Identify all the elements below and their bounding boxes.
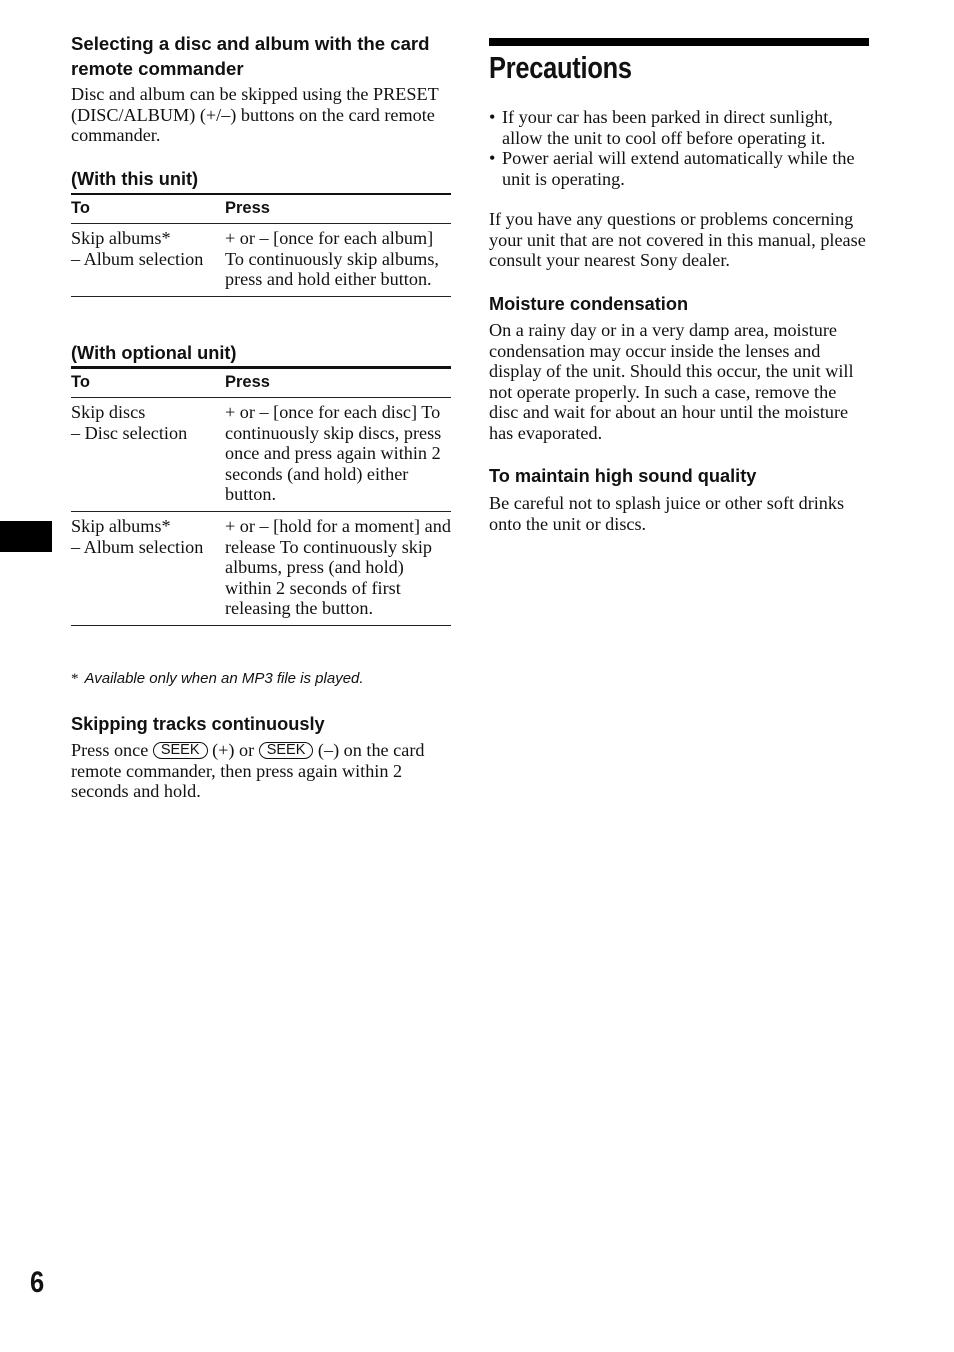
- with-optional-heading: (With optional unit): [71, 343, 237, 363]
- with-unit-table: [71, 195, 451, 297]
- footnote: [71, 670, 364, 688]
- section-title-bar: [489, 38, 869, 46]
- skipping-text-post: (–) on the card remote commander, then press again within 2 seconds and hold.: [71, 740, 425, 802]
- questions-text: If you have any questions or problems concerning your unit that are not covered in this manual, please consult your nearest Sony dealer.: [489, 209, 866, 271]
- moisture-text: On a rainy day or in a very damp area, moisture condensation may occur inside the lenses and display of the unit. Should this occur, the unit will not operate properly. In such a case, remove the disc and wait for about an hour until the moisture has evaporated.: [489, 320, 854, 443]
- col-header-press: Press: [225, 195, 451, 224]
- list-item-text: If your car has been parked in direct sunlight, allow the unit to cool off before operating it.: [502, 107, 833, 148]
- table-row: [71, 398, 451, 512]
- page-title: Precautions: [489, 50, 632, 85]
- action-label: Skip albums*: [71, 228, 171, 248]
- sound-quality-heading: To maintain high sound quality: [489, 466, 757, 486]
- section-tab-marker: [0, 521, 52, 552]
- seek-button-label: SEEK: [259, 742, 314, 759]
- table-cell-to: [71, 398, 225, 512]
- list-item: [489, 148, 869, 189]
- action-sublabel: – Disc selection: [71, 422, 188, 443]
- footnote-text: Available only when an MP3 file is played.: [84, 670, 364, 687]
- with-optional-table: [71, 369, 451, 626]
- table-row: [71, 224, 451, 297]
- selecting-text: Disc and album can be skipped using the PRESET (DISC/ALBUM) (+/–) buttons on the card remote commander.: [71, 84, 439, 146]
- list-item-text: Power aerial will extend automatically while the unit is operating.: [502, 148, 855, 189]
- table-cell-press: + or – [once for each disc] To continuously skip discs, press once and press again within 2 seconds (and hold) either button.: [225, 398, 451, 512]
- col-header-press: Press: [225, 369, 451, 398]
- col-header-to: To: [71, 195, 225, 224]
- table-row: [71, 511, 451, 625]
- skipping-text: [71, 740, 451, 802]
- precautions-list: [489, 107, 869, 189]
- action-label: Skip discs: [71, 402, 146, 422]
- table-header-row: [71, 195, 451, 224]
- footnote-star: *: [71, 671, 79, 687]
- sound-quality-text: Be careful not to splash juice or other soft drinks onto the unit or discs.: [489, 493, 845, 534]
- action-sublabel: – Album selection: [71, 248, 204, 269]
- list-item: [489, 107, 869, 148]
- col-header-to: To: [71, 369, 225, 398]
- action-label: Skip albums*: [71, 515, 171, 536]
- table-cell-to: [71, 511, 225, 625]
- seek-button-label: SEEK: [153, 742, 208, 759]
- with-unit-heading: (With this unit): [71, 169, 199, 189]
- action-sublabel: – Album selection: [71, 536, 204, 557]
- table-header-row: [71, 369, 451, 398]
- moisture-heading: Moisture condensation: [489, 294, 689, 314]
- table-cell-press: + or – [once for each album] To continuously skip albums, press and hold either button.: [225, 224, 451, 297]
- skipping-heading: Skipping tracks continuously: [71, 714, 325, 734]
- table-cell-press: + or – [hold for a moment] and release To continuously skip albums, press (and hold) within 2 seconds of first releasing the button.: [225, 511, 451, 625]
- selecting-heading: Selecting a disc and album with the card remote commander: [71, 33, 430, 79]
- skipping-text-mid: (+) or: [212, 740, 255, 760]
- skipping-text-pre: Press once: [71, 740, 149, 760]
- bullet-mark: •: [489, 148, 496, 169]
- table-cell-to: [71, 224, 225, 297]
- page-number: 6: [30, 1266, 45, 1299]
- bullet-mark: •: [489, 107, 496, 127]
